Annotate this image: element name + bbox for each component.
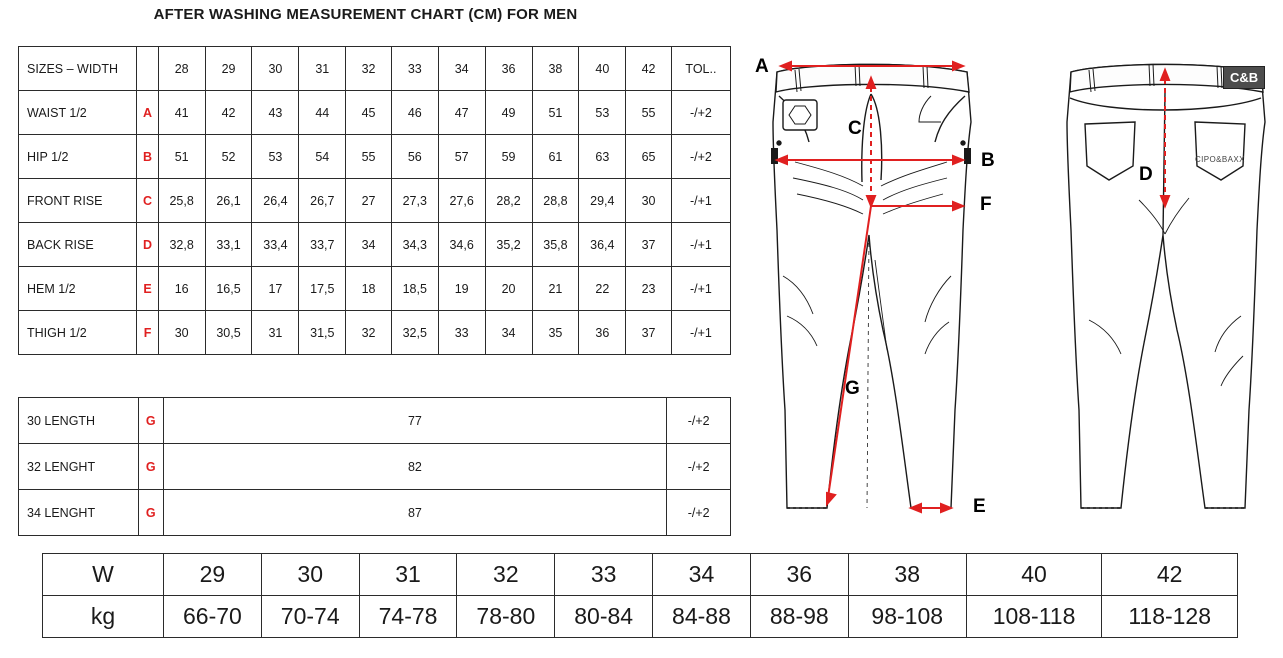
cell: 42 [1102, 554, 1238, 596]
cell: 34 [485, 311, 532, 355]
length-table [18, 397, 731, 536]
header-cell-sizes: SIZES – WIDTH [19, 47, 137, 91]
row-tolerance: -/+1 [671, 267, 730, 311]
cell: 31 [252, 311, 299, 355]
cell: 53 [252, 135, 299, 179]
cell: 84-88 [653, 596, 751, 638]
cell: 27 [346, 179, 392, 223]
cell: 34 [653, 554, 751, 596]
row-code: G [139, 398, 164, 444]
cell: 34,6 [438, 223, 485, 267]
row-code: A [137, 91, 158, 135]
cell: 32,5 [391, 311, 438, 355]
row-label: BACK RISE [19, 223, 137, 267]
cell: 52 [205, 135, 252, 179]
header-cell-29: 29 [205, 47, 252, 91]
cell: 88-98 [750, 596, 848, 638]
cell: 33,7 [299, 223, 346, 267]
row-value: 87 [163, 490, 667, 536]
cell: 31,5 [299, 311, 346, 355]
brand-tag: CIPO&BAXX [1195, 155, 1245, 164]
row-tolerance: -/+2 [667, 490, 731, 536]
row-tolerance: -/+1 [671, 223, 730, 267]
measure-label-B: B [981, 150, 995, 171]
cell: W [43, 554, 164, 596]
header-cell-38: 38 [532, 47, 579, 91]
cell: 27,6 [438, 179, 485, 223]
row-label: FRONT RISE [19, 179, 137, 223]
header-cell-tol: TOL.. [671, 47, 730, 91]
cell: 56 [391, 135, 438, 179]
header-cell-40: 40 [579, 47, 626, 91]
cell: 17 [252, 267, 299, 311]
cell: 46 [391, 91, 438, 135]
cell: 26,1 [205, 179, 252, 223]
cell: 54 [299, 135, 346, 179]
row-code: G [139, 490, 164, 536]
cell: 30 [626, 179, 672, 223]
cell: 80-84 [555, 596, 653, 638]
cell: 30,5 [205, 311, 252, 355]
cell: 53 [579, 91, 626, 135]
cell: 78-80 [457, 596, 555, 638]
table-row [19, 398, 731, 444]
row-tolerance: -/+2 [667, 444, 731, 490]
weight-table [42, 553, 1238, 638]
cell: 43 [252, 91, 299, 135]
measure-label-D: D [1139, 164, 1153, 185]
cell: 35 [532, 311, 579, 355]
table-header-row [19, 47, 731, 91]
row-label: THIGH 1/2 [19, 311, 137, 355]
header-cell-42: 42 [626, 47, 672, 91]
row-label: HEM 1/2 [19, 267, 137, 311]
cell: 22 [579, 267, 626, 311]
brand-badge: C&B [1223, 66, 1265, 89]
cell: 70-74 [261, 596, 359, 638]
cell: 23 [626, 267, 672, 311]
table-row [19, 223, 731, 267]
row-code: C [137, 179, 158, 223]
header-cell-34: 34 [438, 47, 485, 91]
cell: kg [43, 596, 164, 638]
measure-label-A: A [755, 56, 769, 77]
cell: 20 [485, 267, 532, 311]
table-row [19, 267, 731, 311]
cell: 32 [346, 311, 392, 355]
cell: 42 [205, 91, 252, 135]
row-tolerance: -/+2 [671, 91, 730, 135]
row-code: B [137, 135, 158, 179]
table-row [19, 179, 731, 223]
cell: 35,8 [532, 223, 579, 267]
cell: 30 [261, 554, 359, 596]
row-tolerance: -/+1 [671, 311, 730, 355]
cell: 51 [158, 135, 205, 179]
cell: 37 [626, 311, 672, 355]
cell: 21 [532, 267, 579, 311]
cell: 18,5 [391, 267, 438, 311]
cell: 57 [438, 135, 485, 179]
cell: 28,8 [532, 179, 579, 223]
cell: 17,5 [299, 267, 346, 311]
header-cell-32: 32 [346, 47, 392, 91]
cell: 34 [346, 223, 392, 267]
table-row [19, 135, 731, 179]
measurement-table [18, 46, 731, 355]
cell: 16 [158, 267, 205, 311]
cell: 45 [346, 91, 392, 135]
cell: 25,8 [158, 179, 205, 223]
cell: 51 [532, 91, 579, 135]
cell: 35,2 [485, 223, 532, 267]
cell: 55 [626, 91, 672, 135]
cell: 31 [359, 554, 457, 596]
cell: 29 [164, 554, 262, 596]
page-title: AFTER WASHING MEASUREMENT CHART (CM) FOR MEN [153, 6, 578, 23]
cell: 16,5 [205, 267, 252, 311]
row-tolerance: -/+1 [671, 179, 730, 223]
row-code: D [137, 223, 158, 267]
cell: 40 [966, 554, 1102, 596]
row-label: 32 LENGHT [19, 444, 139, 490]
row-code: G [139, 444, 164, 490]
header-cell-code [137, 47, 158, 91]
cell: 33 [555, 554, 653, 596]
row-code: F [137, 311, 158, 355]
measure-label-E: E [973, 496, 986, 517]
table-row [43, 596, 1238, 638]
cell: 19 [438, 267, 485, 311]
cell: 118-128 [1102, 596, 1238, 638]
row-value: 77 [163, 398, 667, 444]
cell: 18 [346, 267, 392, 311]
cell: 26,7 [299, 179, 346, 223]
row-tolerance: -/+2 [667, 398, 731, 444]
cell: 37 [626, 223, 672, 267]
cell: 74-78 [359, 596, 457, 638]
header-cell-31: 31 [299, 47, 346, 91]
cell: 55 [346, 135, 392, 179]
measure-label-G: G [845, 378, 860, 399]
cell: 47 [438, 91, 485, 135]
cell: 98-108 [848, 596, 966, 638]
cell: 36 [579, 311, 626, 355]
table-row [19, 444, 731, 490]
row-value: 82 [163, 444, 667, 490]
cell: 36 [750, 554, 848, 596]
cell: 61 [532, 135, 579, 179]
table-row [19, 490, 731, 536]
row-label: WAIST 1/2 [19, 91, 137, 135]
cell: 33 [438, 311, 485, 355]
table-row [43, 554, 1238, 596]
row-code: E [137, 267, 158, 311]
cell: 33,1 [205, 223, 252, 267]
jeans-illustration [735, 30, 1275, 540]
cell: 38 [848, 554, 966, 596]
cell: 32,8 [158, 223, 205, 267]
row-label: 30 LENGTH [19, 398, 139, 444]
header-cell-28: 28 [158, 47, 205, 91]
header-cell-36: 36 [485, 47, 532, 91]
measure-label-F: F [980, 194, 992, 215]
cell: 34,3 [391, 223, 438, 267]
cell: 44 [299, 91, 346, 135]
cell: 29,4 [579, 179, 626, 223]
row-label: HIP 1/2 [19, 135, 137, 179]
cell: 108-118 [966, 596, 1102, 638]
cell: 33,4 [252, 223, 299, 267]
jeans-diagram-svg [735, 30, 1275, 540]
cell: 59 [485, 135, 532, 179]
cell: 32 [457, 554, 555, 596]
table-row [19, 91, 731, 135]
cell: 27,3 [391, 179, 438, 223]
cell: 63 [579, 135, 626, 179]
row-tolerance: -/+2 [671, 135, 730, 179]
cell: 26,4 [252, 179, 299, 223]
cell: 36,4 [579, 223, 626, 267]
cell: 66-70 [164, 596, 262, 638]
measure-label-C: C [848, 118, 862, 139]
header-cell-33: 33 [391, 47, 438, 91]
row-label: 34 LENGHT [19, 490, 139, 536]
cell: 28,2 [485, 179, 532, 223]
cell: 49 [485, 91, 532, 135]
cell: 30 [158, 311, 205, 355]
table-row [19, 311, 731, 355]
header-cell-30: 30 [252, 47, 299, 91]
cell: 41 [158, 91, 205, 135]
cell: 65 [626, 135, 672, 179]
